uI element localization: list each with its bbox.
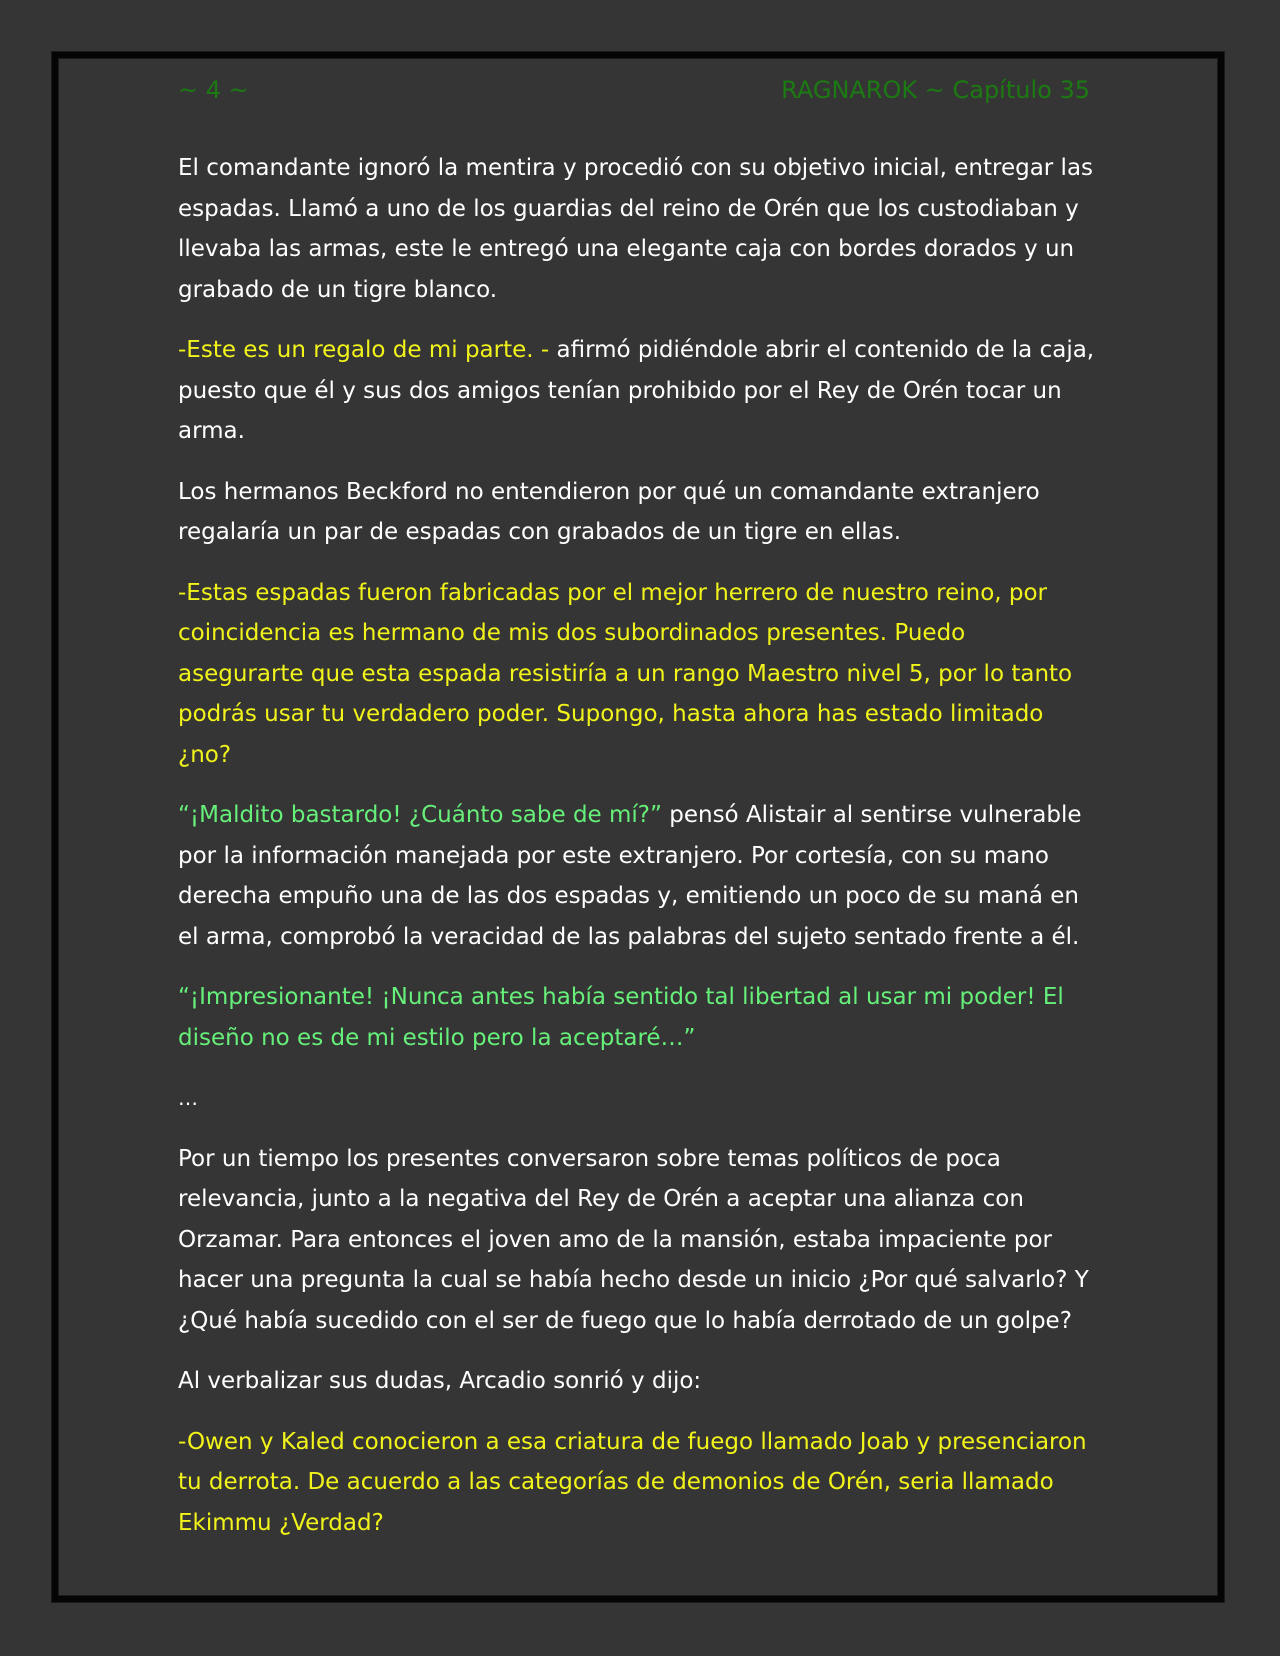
paragraph-9: -Owen y Kaled conocieron a esa criatura de fuego llamado Joab y presenciaron tu derrota. De acuerdo a las categorías de demonios de Orén, seria llamado Ekimmu ¿Verdad? [178,1428,1087,1536]
paragraph-1: El comandante ignoró la mentira y procedió con su objetivo inicial, entregar las espadas. Llamó a uno de los guardias del reino de Orén que los custodiaban y llevaba las armas, este le entregó una elegante caja con bordes dorados y un grabado de un tigre blanco. [178,155,1094,303]
paragraph-8: Al verbalizar sus dudas, Arcadio sonrió y dijo: [178,1368,702,1394]
narration-text: pensó Alistair al sentirse vulnerable por la información manejada por este extranjero. Por cortesía, con su mano derecha empuño una de las dos espadas y, emitiendo un poco de su maná en el arma, comprobó la veracidad de las palabras del sujeto sentado frente a él. [178,802,1082,950]
page-header [178,76,1090,110]
dialogue-text: -Este es un regalo de mi parte. - [178,337,550,363]
paragraph-6: “¡Impresionante! ¡Nunca antes había sentido tal libertad al usar mi poder! El diseño no es de mi estilo pero la aceptaré…” [178,984,1064,1051]
paragraph-7: Por un tiempo los presentes conversaron sobre temas políticos de poca relevancia, junto a la negativa del Rey de Orén a aceptar una alianza con Orzamar. Para entonces el joven amo de la mansión, estaba impaciente por hacer una pregunta la cual se había hecho desde un inicio ¿Por qué salvarlo? Y ¿Qué había sucedido con el ser de fuego que lo había derrotado de un golpe? [178,1145,1089,1334]
scene-break: … [178,1086,198,1110]
thought-text: “¡Maldito bastardo! ¿Cuánto sabe de mí?” [178,802,662,828]
paragraph-2 [178,330,1098,452]
chapter-title: RAGNAROK ~ Capítulo 35 [781,76,1090,104]
narration-text: afirmó pidiéndole abrir el contenido de la caja, puesto que él y sus dos amigos tenían prohibido por el Rey de Orén tocar un arma. [178,337,1095,444]
page-body [178,148,1098,1563]
paragraph-5 [178,795,1098,957]
page-number: ~ 4 ~ [178,76,249,104]
paragraph-3: Los hermanos Beckford no entendieron por qué un comandante extranjero regalaría un par de espadas con grabados de un tigre en ellas. [178,478,1040,545]
paragraph-4: -Estas espadas fueron fabricadas por el mejor herrero de nuestro reino, por coincidencia es hermano de mis dos subordinados presentes. Puedo asegurarte que esta espada resistiría a un rango Maestro nivel 5, por lo tanto podrás usar tu verdadero poder. Supongo, hasta ahora has estado limitado ¿no? [178,579,1073,768]
